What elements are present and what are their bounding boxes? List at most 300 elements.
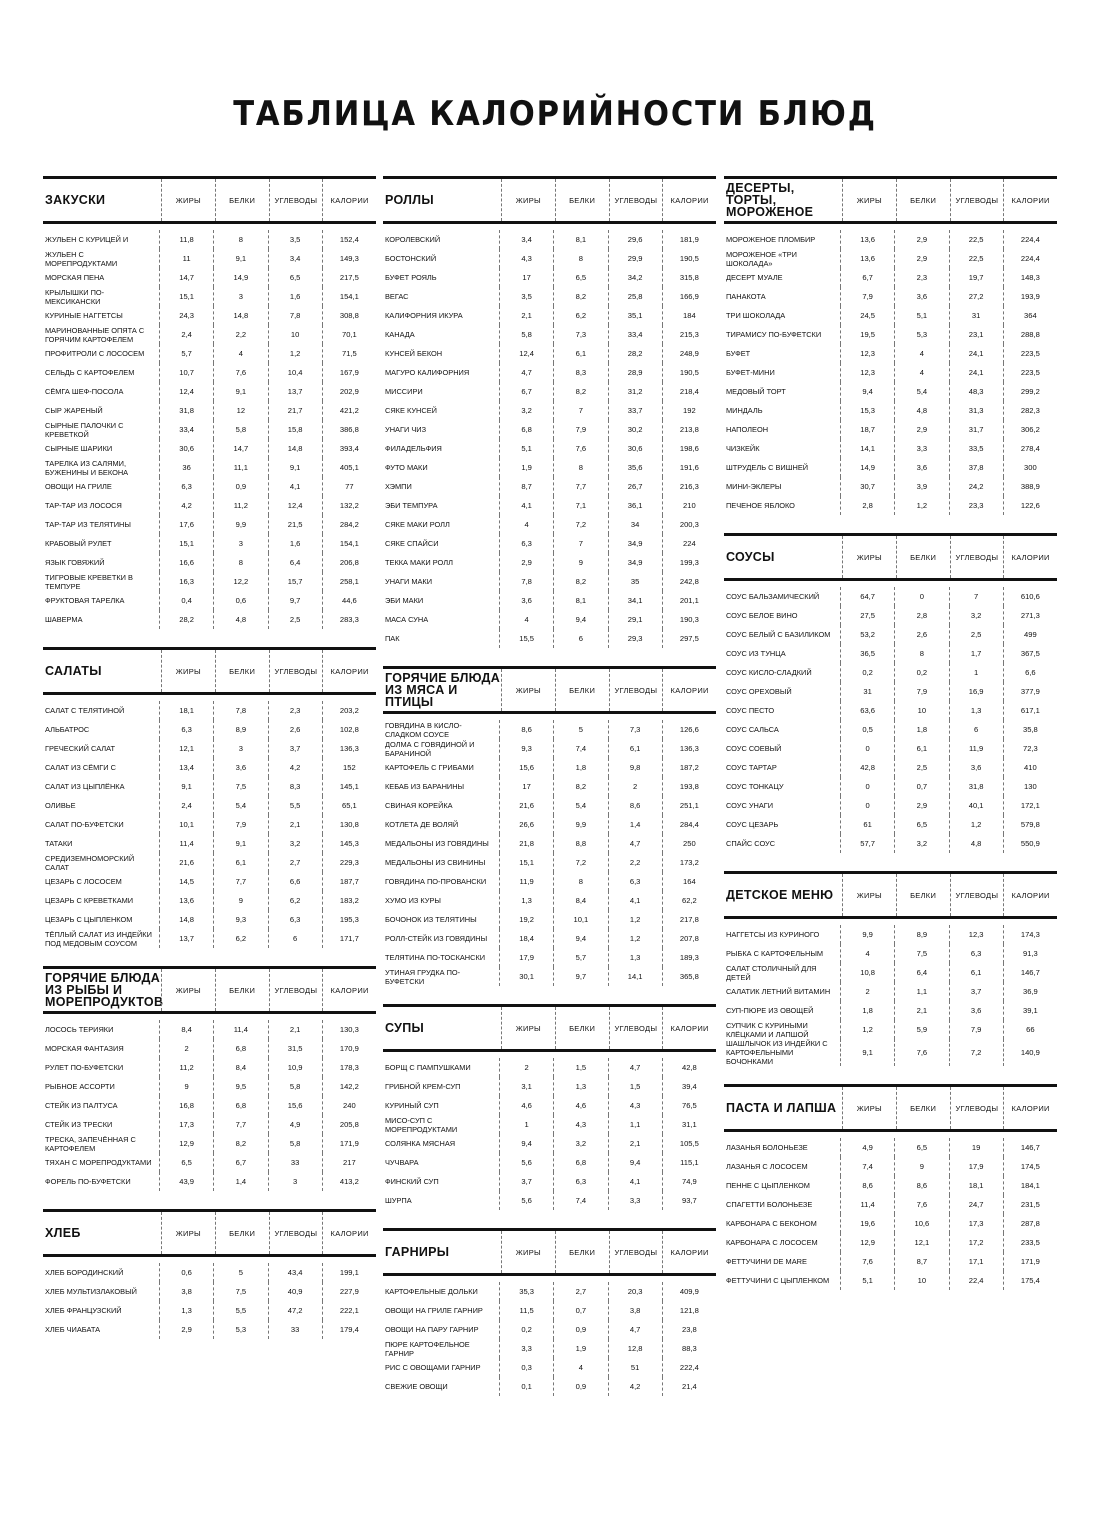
carbs-value: 33,4 [608, 325, 662, 344]
calories-value: 174,5 [1003, 1157, 1057, 1176]
fat-value: 18,4 [499, 929, 553, 948]
calories-value: 178,3 [322, 1058, 376, 1077]
section-gap [383, 994, 716, 1004]
protein-value: 8,2 [553, 287, 607, 306]
calories-value: 154,1 [322, 287, 376, 306]
carbs-value: 11,9 [949, 739, 1003, 758]
section-title: СУПЫ [385, 1021, 425, 1035]
protein-value: 3 [213, 287, 267, 306]
dish-name: ФРУКТОВАЯ ТАРЕЛКА [45, 596, 125, 605]
carbs-value: 26,7 [608, 477, 662, 496]
carbs-value: 10 [268, 325, 322, 344]
protein-value: 5,7 [553, 948, 607, 967]
carbs-value: 27,2 [949, 287, 1003, 306]
dish-name: ТАР-ТАР ИЗ ТЕЛЯТИНЫ [45, 520, 131, 529]
protein-value: 6,8 [213, 1096, 267, 1115]
calories-value: 199,1 [322, 1263, 376, 1282]
protein-value: 5,1 [894, 306, 948, 325]
table-row [43, 1282, 376, 1301]
fat-value: 0,4 [159, 591, 213, 610]
fat-value: 27,5 [840, 606, 894, 625]
calories-value: 70,1 [322, 325, 376, 344]
table-row [383, 796, 716, 815]
fat-value: 17,9 [499, 948, 553, 967]
dish-name: КОРОЛЕВСКИЙ [385, 235, 441, 244]
section [383, 666, 716, 994]
dish-name: РОЛЛ-СТЕЙК ИЗ ГОВЯДИНЫ [385, 934, 488, 943]
column-header: УГЛЕВОДЫ [609, 669, 663, 711]
column-header: УГЛЕВОДЫ [269, 650, 323, 692]
table-row [383, 1191, 716, 1210]
table-row [383, 853, 716, 872]
dish-name: ТАР-ТАР ИЗ ЛОСОСЯ [45, 501, 122, 510]
dish-name: МИСО-СУП С МОРЕПРОДУКТАМИ [385, 1115, 458, 1134]
carbs-value: 1,5 [608, 1077, 662, 1096]
calories-value: 152 [322, 758, 376, 777]
dish-name: ДЕСЕРТ МУАЛЕ [726, 273, 783, 282]
table-row [383, 477, 716, 496]
fat-value: 19,6 [840, 1214, 894, 1233]
section [724, 871, 1057, 1074]
calories-value: 499 [1003, 625, 1057, 644]
fat-value: 6,3 [159, 477, 213, 496]
protein-value: 4,6 [553, 1096, 607, 1115]
dish-name: СОУС КИСЛО-СЛАДКИЙ [726, 668, 812, 677]
dish-name: КАЛИФОРНИЯ ИКУРА [385, 311, 463, 320]
section [43, 647, 376, 956]
protein-value: 7,7 [213, 1115, 267, 1134]
column-header: ЖИРЫ [161, 650, 215, 692]
table-row [43, 306, 376, 325]
table-row [724, 796, 1057, 815]
table-row [43, 1115, 376, 1134]
section-rows [43, 1014, 376, 1199]
fat-value: 3,1 [499, 1077, 553, 1096]
fat-value: 9,3 [499, 739, 553, 758]
protein-value: 9,9 [553, 815, 607, 834]
carbs-value: 6,3 [949, 944, 1003, 963]
carbs-value: 24,1 [949, 344, 1003, 363]
section-rows [43, 224, 376, 637]
table-row [724, 606, 1057, 625]
protein-value: 2,9 [894, 230, 948, 249]
fat-value: 14,8 [159, 910, 213, 929]
protein-value: 8,8 [553, 834, 607, 853]
dish-name: ПАК [385, 634, 400, 643]
carbs-value: 3,5 [268, 230, 322, 249]
protein-value: 2,9 [894, 796, 948, 815]
table-row [724, 663, 1057, 682]
dish-name: ТЕЛЯТИНА ПО-ТОСКАНСКИ [385, 953, 486, 962]
table-row [724, 458, 1057, 477]
calories-value: 39,1 [1003, 1001, 1057, 1020]
table-row [43, 834, 376, 853]
protein-value: 0,6 [213, 591, 267, 610]
carbs-value: 20,3 [608, 1282, 662, 1301]
column-header: БЕЛКИ [896, 179, 950, 221]
carbs-value: 3,2 [949, 606, 1003, 625]
calories-value: 231,5 [1003, 1195, 1057, 1214]
dish-name: КАРБОНАРА С ЛОСОСЕМ [726, 1238, 818, 1247]
calories-value: 198,6 [662, 439, 716, 458]
fat-value: 17,3 [159, 1115, 213, 1134]
carbs-value: 24,1 [949, 363, 1003, 382]
fat-value: 10,8 [840, 963, 894, 982]
carbs-value: 3,8 [608, 1301, 662, 1320]
table-row [724, 625, 1057, 644]
dish-name: КУРИНЫЕ НАГГЕТСЫ [45, 311, 123, 320]
fat-value: 19,5 [840, 325, 894, 344]
carbs-value: 12,3 [949, 925, 1003, 944]
fat-value: 3,6 [499, 591, 553, 610]
protein-value: 8,6 [894, 1176, 948, 1195]
section [724, 176, 1057, 523]
calories-value: 215,3 [662, 325, 716, 344]
dish-name: АЛЬБАТРОС [45, 725, 90, 734]
dish-name: ЖУЛЬЕН С КУРИЦЕЙ И [45, 235, 129, 244]
table-row [43, 401, 376, 420]
dish-name: ТЯХАН С МОРЕПРОДУКТАМИ [45, 1158, 152, 1167]
protein-value: 9,3 [213, 910, 267, 929]
column-left [43, 176, 376, 1347]
column-header: КАЛОРИИ [1003, 874, 1057, 916]
carbs-value: 1,7 [949, 644, 1003, 663]
section-rows [43, 695, 376, 956]
table-row [43, 1172, 376, 1191]
table-row [383, 572, 716, 591]
fat-value: 9,4 [840, 382, 894, 401]
protein-value: 7,6 [894, 1039, 948, 1066]
section [383, 176, 716, 656]
fat-value: 0 [840, 796, 894, 815]
calories-value: 44,6 [322, 591, 376, 610]
fat-value: 11 [159, 249, 213, 268]
column-header: КАЛОРИИ [662, 1007, 716, 1049]
protein-value: 6,7 [213, 1153, 267, 1172]
carbs-value: 31,5 [268, 1039, 322, 1058]
protein-value: 0 [894, 587, 948, 606]
protein-value: 8,1 [553, 591, 607, 610]
calories-value: 242,8 [662, 572, 716, 591]
dish-name: ШАВЕРМА [45, 615, 83, 624]
carbs-value: 14,1 [608, 967, 662, 986]
dish-name: ЦЕЗАРЬ С ЦЫПЛЕНКОМ [45, 915, 133, 924]
calories-value: 189,3 [662, 948, 716, 967]
fat-value: 4 [499, 515, 553, 534]
fat-value: 11,4 [159, 834, 213, 853]
fat-value: 7,8 [499, 572, 553, 591]
carbs-value: 13,7 [268, 382, 322, 401]
calories-value: 299,2 [1003, 382, 1057, 401]
table-row [724, 834, 1057, 853]
protein-value: 8,4 [213, 1058, 267, 1077]
protein-value: 7,5 [213, 777, 267, 796]
dish-name: МАСА СУНА [385, 615, 429, 624]
table-row [43, 420, 376, 439]
column-header: УГЛЕВОДЫ [269, 179, 323, 221]
table-row [43, 496, 376, 515]
carbs-value: 7,2 [949, 1039, 1003, 1066]
calories-value: 130,8 [322, 815, 376, 834]
carbs-value: 6,2 [268, 891, 322, 910]
protein-value: 8,2 [553, 777, 607, 796]
calories-value: 229,3 [322, 853, 376, 872]
calories-value: 154,1 [322, 534, 376, 553]
column-header: КАЛОРИИ [662, 179, 716, 221]
dish-name: МОРСКАЯ ПЕНА [45, 273, 105, 282]
calories-value: 62,2 [662, 891, 716, 910]
dish-name: СОЛЯНКА МЯСНАЯ [385, 1139, 456, 1148]
dish-name: ЧУЧВАРА [385, 1158, 419, 1167]
carbs-value: 40,9 [268, 1282, 322, 1301]
calories-value: 287,8 [1003, 1214, 1057, 1233]
fat-value: 57,7 [840, 834, 894, 853]
protein-value: 3,2 [894, 834, 948, 853]
fat-value: 14,5 [159, 872, 213, 891]
calories-value: 145,3 [322, 834, 376, 853]
section-header [383, 666, 716, 714]
carbs-value: 6 [949, 720, 1003, 739]
fat-value: 12,9 [840, 1233, 894, 1252]
fat-value: 6,8 [499, 420, 553, 439]
fat-value: 15,1 [159, 534, 213, 553]
table-row [383, 1282, 716, 1301]
calories-value: 171,9 [322, 1134, 376, 1153]
fat-value: 1,9 [499, 458, 553, 477]
fat-value: 2 [499, 1058, 553, 1077]
table-row [383, 401, 716, 420]
calories-value: 222,1 [322, 1301, 376, 1320]
fat-value: 0 [840, 739, 894, 758]
fat-value: 6,7 [840, 268, 894, 287]
dish-name: МИНДАЛЬ [726, 406, 763, 415]
table-row [43, 1039, 376, 1058]
fat-value: 1,2 [840, 1020, 894, 1039]
calories-value: 388,9 [1003, 477, 1057, 496]
carbs-value: 1,2 [949, 815, 1003, 834]
calories-value: 203,2 [322, 701, 376, 720]
fat-value: 14,9 [840, 458, 894, 477]
carbs-value: 6,6 [268, 872, 322, 891]
table-row [724, 1214, 1057, 1233]
fat-value: 13,7 [159, 929, 213, 948]
fat-value: 53,2 [840, 625, 894, 644]
calories-value: 190,5 [662, 363, 716, 382]
dish-name: МОРСКАЯ ФАНТАЗИЯ [45, 1044, 124, 1053]
protein-value: 2,8 [894, 606, 948, 625]
table-row [724, 1001, 1057, 1020]
carbs-value: 4,1 [608, 891, 662, 910]
fat-value: 30,6 [159, 439, 213, 458]
fat-value: 19,2 [499, 910, 553, 929]
section-rows [724, 1132, 1057, 1298]
carbs-value: 2,2 [608, 853, 662, 872]
dish-name: ШТРУДЕЛЬ С ВИШНЕЙ [726, 463, 809, 472]
table-row [383, 872, 716, 891]
calories-value: 193,9 [1003, 287, 1057, 306]
fat-value: 28,2 [159, 610, 213, 629]
calories-value: 617,1 [1003, 701, 1057, 720]
calories-value: 284,2 [322, 515, 376, 534]
table-row [724, 1233, 1057, 1252]
carbs-value: 23,1 [949, 325, 1003, 344]
fat-value: 6,5 [159, 1153, 213, 1172]
dish-name: ФИНСКИЙ СУП [385, 1177, 439, 1186]
table-row [383, 1339, 716, 1358]
table-row [383, 1058, 716, 1077]
protein-value: 7,2 [553, 853, 607, 872]
fat-value: 6,3 [499, 534, 553, 553]
column-header: ЖИРЫ [501, 1007, 555, 1049]
carbs-value: 40,1 [949, 796, 1003, 815]
carbs-value: 29,1 [608, 610, 662, 629]
protein-value: 3 [213, 534, 267, 553]
dish-name: ХЭМПИ [385, 482, 412, 491]
table-row [383, 382, 716, 401]
carbs-value: 28,9 [608, 363, 662, 382]
calories-value: 121,8 [662, 1301, 716, 1320]
calories-value: 72,3 [1003, 739, 1057, 758]
protein-value: 8,7 [894, 1252, 948, 1271]
section [383, 1228, 716, 1404]
dish-name: ВЕГАС [385, 292, 409, 301]
table-row [724, 1176, 1057, 1195]
fat-value: 8,6 [840, 1176, 894, 1195]
dish-name: ОВОЩИ НА ГРИЛЕ ГАРНИР [385, 1306, 483, 1315]
dish-name: ТАТАКИ [45, 839, 73, 848]
table-row [724, 401, 1057, 420]
column-header: БЕЛКИ [555, 669, 609, 711]
table-row [724, 420, 1057, 439]
calories-value: 315,8 [662, 268, 716, 287]
calories-value: 386,8 [322, 420, 376, 439]
dish-name: КЕБАБ ИЗ БАРАНИНЫ [385, 782, 465, 791]
column-right [724, 176, 1057, 1298]
calories-value: 550,9 [1003, 834, 1057, 853]
protein-value: 8,2 [553, 572, 607, 591]
table-row [383, 458, 716, 477]
dish-name: СПАЙС СОУС [726, 839, 776, 848]
protein-value: 8 [553, 458, 607, 477]
calories-value: 21,4 [662, 1377, 716, 1396]
carbs-value: 23,3 [949, 496, 1003, 515]
carbs-value: 12,4 [268, 496, 322, 515]
carbs-value: 8,6 [608, 796, 662, 815]
protein-value: 6,1 [553, 344, 607, 363]
calories-value: 136,3 [662, 739, 716, 758]
dish-name: ОВОЩИ НА ПАРУ ГАРНИР [385, 1325, 479, 1334]
fat-value: 12,1 [159, 739, 213, 758]
fat-value: 0 [840, 777, 894, 796]
table-row [383, 739, 716, 758]
dish-name: СОУС ПЕСТО [726, 706, 775, 715]
fat-value: 5,8 [499, 325, 553, 344]
dish-name: САЛАТ СТОЛИЧНЫЙ ДЛЯ ДЕТЕЙ [726, 963, 817, 982]
dish-name: ЛОСОСЬ ТЕРИЯКИ [45, 1025, 114, 1034]
carbs-value: 15,6 [268, 1096, 322, 1115]
carbs-value: 31 [949, 306, 1003, 325]
carbs-value: 6 [268, 929, 322, 948]
fat-value: 11,2 [159, 1058, 213, 1077]
fat-value: 15,1 [159, 287, 213, 306]
table-row [43, 477, 376, 496]
protein-value: 3,6 [213, 758, 267, 777]
carbs-value: 9,1 [268, 458, 322, 477]
dish-name: НАПОЛЕОН [726, 425, 769, 434]
calories-value: 258,1 [322, 572, 376, 591]
dish-name: СОУС ИЗ ТУНЦА [726, 649, 786, 658]
protein-value: 7 [553, 534, 607, 553]
dish-name: САЛАТ ИЗ ЦЫПЛЁНКА [45, 782, 125, 791]
table-row [43, 815, 376, 834]
section-gap [383, 656, 716, 666]
table-row [383, 287, 716, 306]
calories-value: 42,8 [662, 1058, 716, 1077]
calories-value: 148,3 [1003, 268, 1057, 287]
dish-name: ХЛЕБ БОРОДИНСКИЙ [45, 1268, 124, 1277]
protein-value: 8 [213, 553, 267, 572]
carbs-value: 6,3 [268, 910, 322, 929]
dish-name: БОРЩ С ПАМПУШКАМИ [385, 1063, 471, 1072]
fat-value: 7,9 [840, 287, 894, 306]
protein-value: 4,3 [553, 1115, 607, 1134]
fat-value: 61 [840, 815, 894, 834]
protein-value: 1,2 [894, 496, 948, 515]
fat-value: 3,2 [499, 401, 553, 420]
dish-name: КАНАДА [385, 330, 415, 339]
dish-name: МАГУРО КАЛИФОРНИЯ [385, 368, 470, 377]
table-row [43, 572, 376, 591]
section-gap [724, 523, 1057, 533]
section-title: ДЕСЕРТЫ, ТОРТЫ, МОРОЖЕНОЕ [726, 181, 814, 219]
table-row [724, 815, 1057, 834]
fat-value: 11,8 [159, 230, 213, 249]
section-header [43, 966, 376, 1014]
protein-value: 11,1 [213, 458, 267, 477]
carbs-value: 30,2 [608, 420, 662, 439]
carbs-value: 22,4 [949, 1271, 1003, 1290]
fat-value: 11,9 [499, 872, 553, 891]
carbs-value: 2,5 [949, 625, 1003, 644]
dish-name: ШАШЛЫЧОК ИЗ ИНДЕЙКИ С КАРТОФЕЛЬНЫМИ БОЧОНКАМИ [726, 1039, 828, 1066]
protein-value: 7,6 [553, 439, 607, 458]
table-row [383, 1358, 716, 1377]
protein-value: 3,2 [553, 1134, 607, 1153]
section-gap [383, 1218, 716, 1228]
calories-value: 210 [662, 496, 716, 515]
carbs-value: 28,2 [608, 344, 662, 363]
calories-value: 91,3 [1003, 944, 1057, 963]
table-row [724, 587, 1057, 606]
carbs-value: 3,2 [268, 834, 322, 853]
protein-value: 9,1 [213, 382, 267, 401]
carbs-value: 4,9 [268, 1115, 322, 1134]
table-row [383, 420, 716, 439]
protein-value: 7,7 [213, 872, 267, 891]
section-title: ГАРНИРЫ [385, 1245, 450, 1259]
protein-value: 14,7 [213, 439, 267, 458]
table-row [43, 910, 376, 929]
protein-value: 10 [894, 701, 948, 720]
column-header: УГЛЕВОДЫ [609, 1007, 663, 1049]
protein-value: 5 [553, 720, 607, 739]
dish-name: СВИНАЯ КОРЕЙКА [385, 801, 453, 810]
carbs-value: 4,8 [949, 834, 1003, 853]
fat-value: 5,1 [840, 1271, 894, 1290]
table-row [43, 891, 376, 910]
column-header: КАЛОРИИ [322, 650, 376, 692]
fat-value: 15,3 [840, 401, 894, 420]
